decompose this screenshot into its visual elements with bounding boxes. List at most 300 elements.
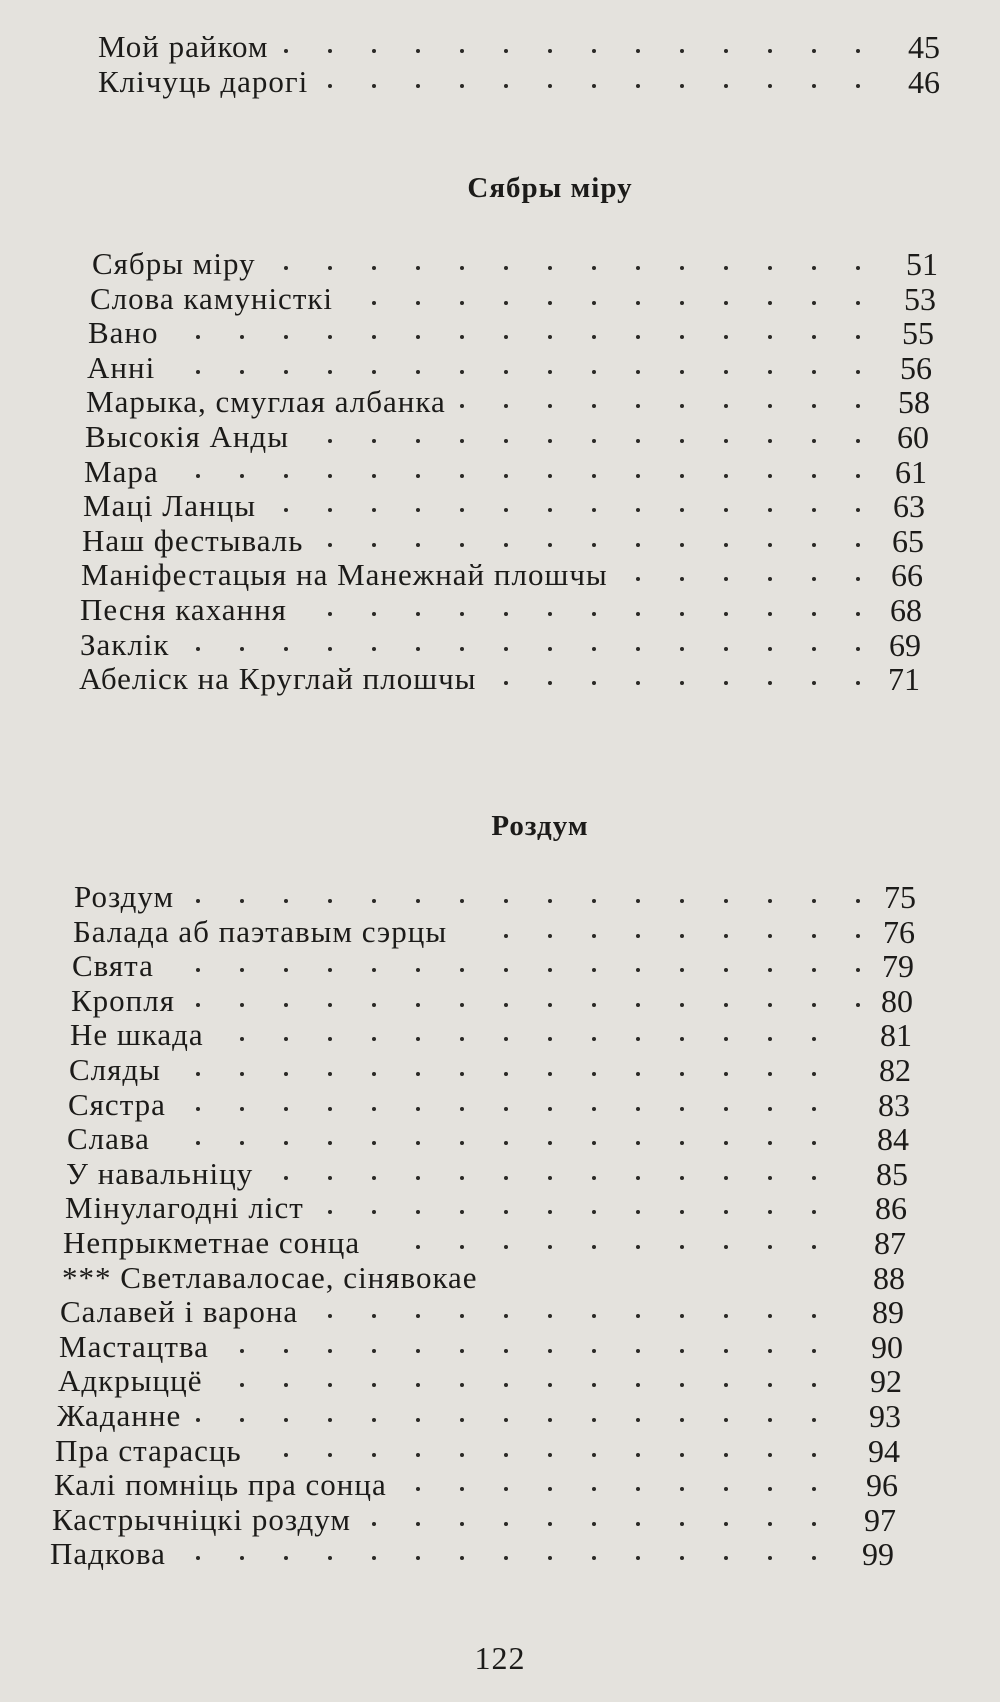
toc-entry	[0, 662, 1000, 697]
leader-dot	[416, 508, 420, 512]
leader-dot	[328, 84, 332, 88]
leader-dot	[328, 508, 332, 512]
leader-dot	[548, 1003, 552, 1007]
leader-dot	[636, 1487, 640, 1491]
leader-dot	[724, 1210, 728, 1214]
leader-dot	[812, 301, 816, 305]
leader-dot	[460, 543, 464, 547]
leader-dot	[328, 1453, 332, 1457]
leader-dot	[724, 84, 728, 88]
leader-dot	[592, 1003, 596, 1007]
leader-dot	[504, 647, 508, 651]
leader-dot	[680, 968, 684, 972]
leader-dot	[768, 1072, 772, 1076]
leader-dot	[768, 1349, 772, 1353]
leader-dot	[636, 1037, 640, 1041]
leader-dot	[416, 1522, 420, 1526]
leader-dot	[680, 84, 684, 88]
leader-dot	[504, 1522, 508, 1526]
toc-entry	[0, 420, 1000, 455]
entry-title: Абеліск на Круглай плошчы	[79, 661, 477, 697]
toc-entry	[0, 351, 1000, 386]
leader-dot	[196, 899, 200, 903]
dot-leader	[0, 628, 1000, 663]
entry-page: 68	[890, 591, 922, 628]
leader-dot	[680, 1314, 684, 1318]
leader-dot	[636, 1003, 640, 1007]
leader-dot	[856, 577, 860, 581]
entry-page: 53	[904, 280, 936, 317]
leader-dot	[284, 1072, 288, 1076]
entry-page: 55	[902, 315, 934, 352]
leader-dot	[680, 370, 684, 374]
leader-dot	[724, 49, 728, 53]
leader-dot	[856, 301, 860, 305]
entry-title: Калі помніць пра сонца	[54, 1467, 387, 1503]
leader-dot	[548, 1522, 552, 1526]
entry-page: 69	[889, 626, 921, 663]
entry-page: 94	[868, 1432, 900, 1469]
entry-page: 81	[880, 1017, 912, 1054]
leader-dot	[196, 1107, 200, 1111]
leader-dot	[548, 439, 552, 443]
entry-title: *** Светлавалосае, сінявокае	[62, 1259, 478, 1295]
leader-dot	[284, 1107, 288, 1111]
leader-dot	[680, 49, 684, 53]
leader-dot	[240, 1418, 244, 1422]
dot-leader	[0, 915, 1000, 950]
leader-dot	[680, 1210, 684, 1214]
leader-dot	[592, 404, 596, 408]
leader-dot	[460, 84, 464, 88]
leader-dot	[284, 647, 288, 651]
leader-dot	[856, 84, 860, 88]
leader-dot	[372, 49, 376, 53]
leader-dot	[680, 1453, 684, 1457]
entry-page: 87	[874, 1224, 906, 1261]
leader-dot	[372, 1107, 376, 1111]
leader-dot	[504, 508, 508, 512]
leader-dot	[548, 1141, 552, 1145]
leader-dot	[416, 968, 420, 972]
leader-dot	[636, 1210, 640, 1214]
leader-dot	[812, 1487, 816, 1491]
entry-page: 58	[898, 384, 930, 421]
dot-leader	[0, 489, 1000, 524]
leader-dot	[284, 508, 288, 512]
leader-dot	[240, 899, 244, 903]
leader-dot	[196, 1003, 200, 1007]
leader-dot	[768, 577, 772, 581]
leader-dot	[196, 1072, 200, 1076]
leader-dot	[416, 1176, 420, 1180]
leader-dot	[592, 1141, 596, 1145]
leader-dot	[768, 968, 772, 972]
leader-dot	[284, 968, 288, 972]
dot-leader	[0, 385, 1000, 420]
leader-dot	[328, 968, 332, 972]
leader-dot	[240, 370, 244, 374]
leader-dot	[636, 1314, 640, 1318]
leader-dot	[812, 1453, 816, 1457]
entry-page: 79	[882, 948, 914, 985]
leader-dot	[460, 1141, 464, 1145]
entry-page: 97	[864, 1501, 896, 1538]
leader-dot	[372, 1072, 376, 1076]
leader-dot	[504, 1037, 508, 1041]
entry-title: Вано	[88, 315, 159, 351]
leader-dot	[460, 301, 464, 305]
toc-section-friends	[0, 247, 1000, 697]
leader-dot	[724, 474, 728, 478]
entry-title: Сябры міру	[92, 246, 256, 281]
entry-title: Слава	[67, 1121, 150, 1157]
leader-dot	[548, 1383, 552, 1387]
leader-dot	[548, 1556, 552, 1560]
leader-dot	[636, 1107, 640, 1111]
entry-page: 86	[875, 1190, 907, 1227]
leader-dot	[548, 1418, 552, 1422]
leader-dot	[636, 439, 640, 443]
leader-dot	[416, 370, 420, 374]
leader-dot	[416, 543, 420, 547]
leader-dot	[372, 335, 376, 339]
leader-dot	[856, 49, 860, 53]
leader-dot	[680, 1383, 684, 1387]
leader-dot	[240, 1003, 244, 1007]
leader-dot	[504, 404, 508, 408]
leader-dot	[856, 439, 860, 443]
leader-dot	[328, 1314, 332, 1318]
leader-dot	[548, 49, 552, 53]
leader-dot	[416, 899, 420, 903]
leader-dot	[680, 1176, 684, 1180]
leader-dot	[460, 1522, 464, 1526]
leader-dot	[592, 266, 596, 270]
toc-entry	[0, 1053, 1000, 1088]
leader-dot	[680, 681, 684, 685]
leader-dot	[768, 1453, 772, 1457]
leader-dot	[636, 335, 640, 339]
leader-dot	[636, 1522, 640, 1526]
entry-page: 45	[908, 29, 940, 65]
leader-dot	[592, 508, 596, 512]
leader-dot	[328, 1210, 332, 1214]
entry-page: 75	[884, 879, 916, 915]
leader-dot	[768, 543, 772, 547]
entry-title: Падкова	[50, 1536, 166, 1572]
leader-dot	[548, 508, 552, 512]
leader-dot	[284, 335, 288, 339]
leader-dot	[416, 301, 420, 305]
leader-dot	[812, 1522, 816, 1526]
leader-dot	[592, 49, 596, 53]
leader-dot	[680, 1141, 684, 1145]
leader-dot	[460, 899, 464, 903]
leader-dot	[460, 1210, 464, 1214]
leader-dot	[636, 266, 640, 270]
leader-dot	[680, 439, 684, 443]
leader-dot	[812, 474, 816, 478]
leader-dot	[372, 543, 376, 547]
leader-dot	[680, 474, 684, 478]
leader-dot	[812, 1383, 816, 1387]
leader-dot	[372, 1003, 376, 1007]
leader-dot	[548, 647, 552, 651]
leader-dot	[504, 1072, 508, 1076]
leader-dot	[416, 1487, 420, 1491]
leader-dot	[548, 301, 552, 305]
leader-dot	[856, 543, 860, 547]
leader-dot	[416, 1418, 420, 1422]
leader-dot	[724, 612, 728, 616]
leader-dot	[724, 1349, 728, 1353]
leader-dot	[416, 1314, 420, 1318]
entry-page: 80	[881, 982, 913, 1019]
leader-dot	[328, 543, 332, 547]
leader-dot	[372, 301, 376, 305]
leader-dot	[328, 266, 332, 270]
leader-dot	[460, 1037, 464, 1041]
leader-dot	[636, 370, 640, 374]
leader-dot	[548, 1245, 552, 1249]
leader-dot	[372, 1418, 376, 1422]
dot-leader	[0, 949, 1000, 984]
leader-dot	[636, 968, 640, 972]
dot-leader	[0, 880, 1000, 915]
toc-entry	[0, 1122, 1000, 1157]
dot-leader	[0, 984, 1000, 1019]
leader-dot	[812, 968, 816, 972]
leader-dot	[768, 1037, 772, 1041]
leader-dot	[372, 1037, 376, 1041]
leader-dot	[592, 1349, 596, 1353]
leader-dot	[636, 899, 640, 903]
leader-dot	[548, 968, 552, 972]
leader-dot	[240, 647, 244, 651]
leader-dot	[372, 1522, 376, 1526]
leader-dot	[592, 335, 596, 339]
leader-dot	[548, 681, 552, 685]
entry-title: Сляды	[69, 1051, 162, 1087]
leader-dot	[592, 681, 596, 685]
leader-dot	[416, 1383, 420, 1387]
leader-dot	[856, 647, 860, 651]
leader-dot	[328, 49, 332, 53]
leader-dot	[724, 968, 728, 972]
leader-dot	[504, 474, 508, 478]
leader-dot	[768, 439, 772, 443]
leader-dot	[680, 1072, 684, 1076]
toc-entry	[0, 455, 1000, 490]
leader-dot	[372, 474, 376, 478]
leader-dot	[328, 1072, 332, 1076]
leader-dot	[504, 1141, 508, 1145]
entry-title: Свята	[72, 948, 154, 984]
leader-dot	[372, 1556, 376, 1560]
leader-dot	[328, 612, 332, 616]
leader-dot	[460, 1383, 464, 1387]
leader-dot	[504, 1176, 508, 1180]
leader-dot	[460, 1487, 464, 1491]
leader-dot	[504, 49, 508, 53]
leader-dot	[548, 1210, 552, 1214]
leader-dot	[504, 266, 508, 270]
leader-dot	[724, 508, 728, 512]
leader-dot	[724, 647, 728, 651]
leader-dot	[284, 474, 288, 478]
leader-dot	[548, 266, 552, 270]
leader-dot	[856, 266, 860, 270]
toc-entry	[0, 593, 1000, 628]
entry-page: 96	[866, 1467, 898, 1504]
leader-dot	[548, 335, 552, 339]
leader-dot	[592, 439, 596, 443]
leader-dot	[768, 612, 772, 616]
leader-dot	[328, 474, 332, 478]
leader-dot	[328, 1107, 332, 1111]
leader-dot	[680, 543, 684, 547]
leader-dot	[284, 1037, 288, 1041]
toc-entry	[0, 30, 1000, 65]
leader-dot	[636, 612, 640, 616]
leader-dot	[328, 439, 332, 443]
leader-dot	[416, 612, 420, 616]
leader-dot	[812, 1072, 816, 1076]
leader-dot	[504, 1245, 508, 1249]
entry-title: Сястра	[68, 1086, 166, 1122]
leader-dot	[460, 968, 464, 972]
toc-entry	[0, 489, 1000, 524]
leader-dot	[548, 612, 552, 616]
entry-page: 83	[878, 1086, 910, 1123]
leader-dot	[636, 1383, 640, 1387]
leader-dot	[328, 1383, 332, 1387]
leader-dot	[504, 1556, 508, 1560]
leader-dot	[768, 681, 772, 685]
leader-dot	[724, 577, 728, 581]
leader-dot	[812, 1037, 816, 1041]
leader-dot	[724, 404, 728, 408]
leader-dot	[724, 1418, 728, 1422]
leader-dot	[284, 1349, 288, 1353]
leader-dot	[504, 1314, 508, 1318]
toc-entry	[0, 1157, 1000, 1192]
entry-page: 65	[892, 522, 924, 559]
dot-leader	[0, 351, 1000, 386]
leader-dot	[504, 681, 508, 685]
leader-dot	[196, 370, 200, 374]
leader-dot	[416, 1453, 420, 1457]
leader-dot	[460, 404, 464, 408]
leader-dot	[548, 1349, 552, 1353]
leader-dot	[680, 1418, 684, 1422]
leader-dot	[284, 1418, 288, 1422]
leader-dot	[856, 508, 860, 512]
entry-page: 84	[877, 1121, 909, 1158]
leader-dot	[724, 1176, 728, 1180]
leader-dot	[592, 1176, 596, 1180]
dot-leader	[0, 593, 1000, 628]
leader-dot	[416, 1245, 420, 1249]
leader-dot	[856, 370, 860, 374]
leader-dot	[460, 1556, 464, 1560]
leader-dot	[416, 1072, 420, 1076]
toc-entry	[0, 984, 1000, 1019]
entry-title: Маці Ланцы	[83, 488, 257, 524]
entry-title: Мастацтва	[59, 1328, 209, 1364]
leader-dot	[856, 404, 860, 408]
leader-dot	[460, 1107, 464, 1111]
leader-dot	[812, 1245, 816, 1249]
leader-dot	[240, 1072, 244, 1076]
leader-dot	[460, 1072, 464, 1076]
leader-dot	[504, 1210, 508, 1214]
leader-dot	[416, 1210, 420, 1214]
leader-dot	[592, 301, 596, 305]
leader-dot	[724, 1383, 728, 1387]
leader-dot	[768, 301, 772, 305]
leader-dot	[768, 84, 772, 88]
toc-entry	[0, 1434, 1000, 1469]
leader-dot	[768, 1107, 772, 1111]
leader-dot	[812, 1176, 816, 1180]
leader-dot	[328, 1176, 332, 1180]
leader-dot	[724, 1522, 728, 1526]
toc-entry	[0, 558, 1000, 593]
leader-dot	[856, 335, 860, 339]
leader-dot	[504, 1487, 508, 1491]
toc-entry	[0, 1018, 1000, 1053]
leader-dot	[372, 266, 376, 270]
leader-dot	[548, 84, 552, 88]
leader-dot	[592, 474, 596, 478]
leader-dot	[240, 335, 244, 339]
toc-entry	[0, 1261, 1000, 1296]
leader-dot	[460, 1176, 464, 1180]
leader-dot	[416, 474, 420, 478]
leader-dot	[592, 370, 596, 374]
leader-dot	[372, 1210, 376, 1214]
leader-dot	[768, 647, 772, 651]
leader-dot	[284, 266, 288, 270]
leader-dot	[284, 1003, 288, 1007]
leader-dot	[372, 439, 376, 443]
leader-dot	[680, 1245, 684, 1249]
entry-title: Заклік	[80, 626, 170, 662]
dot-leader	[0, 524, 1000, 559]
toc-entry	[0, 915, 1000, 950]
leader-dot	[196, 474, 200, 478]
entry-title: Адкрыццё	[58, 1363, 203, 1399]
leader-dot	[812, 439, 816, 443]
toc-entry	[0, 949, 1000, 984]
leader-dot	[372, 968, 376, 972]
toc-entry	[0, 1295, 1000, 1330]
leader-dot	[636, 1072, 640, 1076]
leader-dot	[460, 474, 464, 478]
dot-leader	[0, 282, 1000, 317]
leader-dot	[812, 1314, 816, 1318]
leader-dot	[768, 1176, 772, 1180]
toc-entry	[0, 1226, 1000, 1261]
leader-dot	[548, 1037, 552, 1041]
leader-dot	[328, 899, 332, 903]
toc-entry	[0, 1468, 1000, 1503]
leader-dot	[768, 404, 772, 408]
leader-dot	[504, 301, 508, 305]
dot-leader	[0, 455, 1000, 490]
